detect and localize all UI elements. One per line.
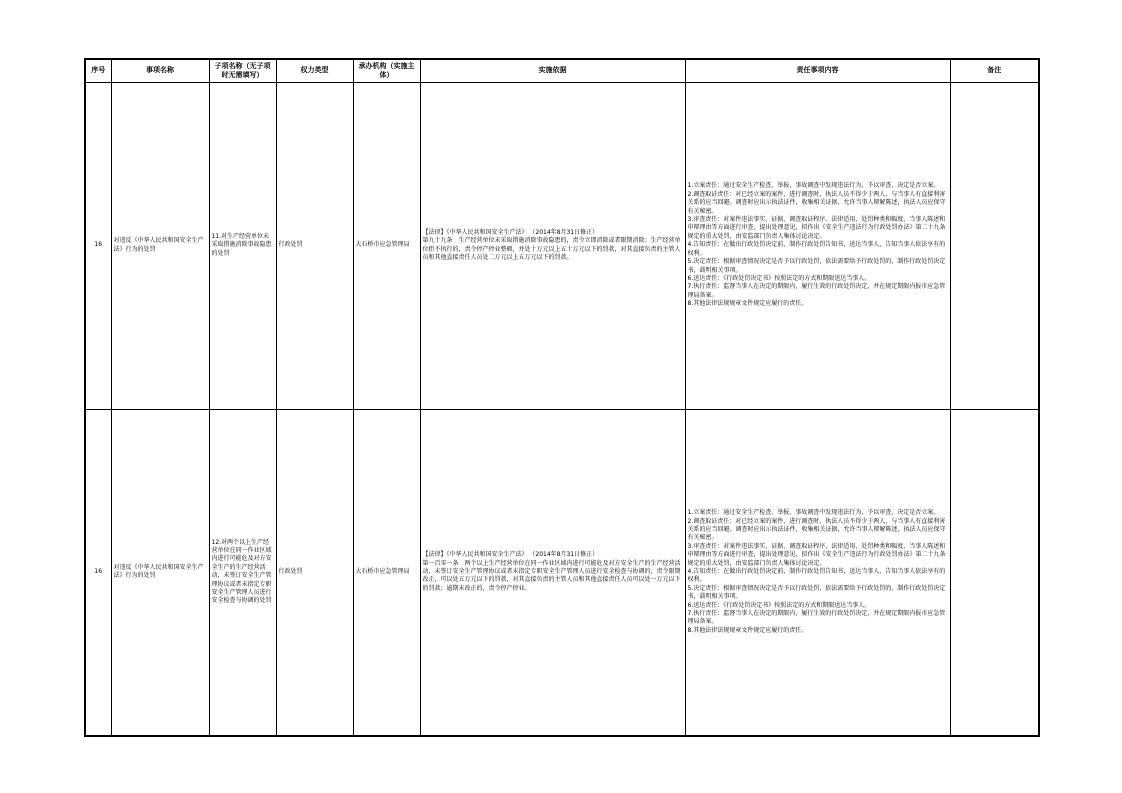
cell-agency: 大石桥市应急管理局 (353, 409, 420, 736)
cell-sub-item: 12.对两个以上生产经营单位在同一作业区域内进行可能危及对方安全生产的生产经营活动，未签订安全生产管理协议或者未指定专职安全生产管理人员进行安全检查与协调的处罚 (209, 409, 276, 736)
header-sub-item: 子项名称（无子项时无需填写） (209, 59, 276, 82)
header-basis: 实施依据 (420, 59, 685, 82)
cell-power-type: 行政处罚 (276, 409, 353, 736)
header-seq: 序号 (85, 59, 111, 82)
header-item-name: 事项名称 (111, 59, 209, 82)
cell-basis: 【法律】《中华人民共和国安全生产法》 （2014年8月31日修正） 第一百零一条 两个以上生产经营单位在同一作业区域内进行可能危及对方安全生产的生产经营活动，未签订安全生产管理协议或者未指定专职安全生产管理人员进行安全检查与协调的，责令限期改正，可以处五万元以下的罚款，对其直接负责的主管人员和其他直接责任人员可以处一万元以下的罚款；逾期未改正的，责令停产停业。 (420, 409, 685, 736)
cell-remark (950, 409, 1039, 736)
header-duty: 责任事项内容 (685, 59, 950, 82)
cell-agency: 大石桥市应急管理局 (353, 82, 420, 409)
cell-power-type: 行政处罚 (276, 82, 353, 409)
cell-seq: 16 (85, 409, 111, 736)
header-power-type: 权力类型 (276, 59, 353, 82)
power-list-table (84, 58, 1040, 737)
cell-remark (950, 82, 1039, 409)
cell-duty: 1.立案责任：通过安全生产检查、举报、事故调查中发现违法行为，予以审查，决定是否立案。 2.调查取证责任：对已经立案的案件，进行调查时，执法人员不得少于两人，与当事人有直接利害关系的应当回避。调查时应出示执法证件，收集相关证据，允许当事人辩解陈述，执法人员应保守有关秘密。 3.审查责任：对案件违法事实、证据、调查取证程序、法律适用、处罚种类和幅度、当事人陈述和申辩理由等方面进行审查，提出处理意见，拟作出《安全生产违法行为行政处罚办法》第二十九条规定的重大处罚，由安监部门负责人集体讨论决定。 4.告知责任：在做出行政处罚决定前，制作行政处罚告知书，送达当事人，告知当事人依法享有的权利。 5.决定责任：根据审查情况决定是否予以行政处罚，依法需要给予行政处罚的，制作行政处罚决定书，载明相关事项。 6.送达责任：《行政处罚决定书》按照法定的方式和期限送达当事人。 7.执行责任：监督当事人在决定的期限内，履行生效的行政处罚决定，并在规定期限内报市应急管理局备案。 8.其他法律法规规章文件规定应履行的责任。 (685, 409, 950, 736)
header-remark: 备注 (950, 59, 1039, 82)
table-row (85, 82, 1039, 409)
table-header-row (85, 59, 1039, 82)
cell-item-name: 对违反《中华人民共和国安全生产法》行为的处罚 (111, 409, 209, 736)
cell-sub-item: 11.对生产经营单位未采取措施消除事故隐患的处罚 (209, 82, 276, 409)
table-row (85, 409, 1039, 736)
cell-basis: 【法律】《中华人民共和国安全生产法》 （2014年8月31日修正） 第九十九条 生产经营单位未采取措施消除事故隐患的，责令立即消除或者限期消除；生产经营单位拒不执行的，责令停产停业整顿，并处十万元以上五十万元以下的罚款，对其直接负责的主管人员和其他直接责任人员处二万元以上五万元以下的罚款。 (420, 82, 685, 409)
cell-duty: 1.立案责任：通过安全生产检查、举报、事故调查中发现违法行为，予以审查，决定是否立案。 2.调查取证责任：对已经立案的案件，进行调查时，执法人员不得少于两人，与当事人有直接利害关系的应当回避。调查时应出示执法证件，收集相关证据，允许当事人辩解陈述，执法人员应保守有关秘密。 3.审查责任：对案件违法事实、证据、调查取证程序、法律适用、处罚种类和幅度、当事人陈述和申辩理由等方面进行审查，提出处理意见，拟作出《安全生产违法行为行政处罚办法》第二十九条规定的重大处罚，由安监部门负责人集体讨论决定。 4.告知责任：在做出行政处罚决定前，制作行政处罚告知书，送达当事人，告知当事人依法享有的权利。 5.决定责任：根据审查情况决定是否予以行政处罚，依法需要给予行政处罚的，制作行政处罚决定书，载明相关事项。 6.送达责任：《行政处罚决定书》按照法定的方式和期限送达当事人。 7.执行责任：监督当事人在决定的期限内，履行生效的行政处罚决定，并在规定期限内报市应急管理局备案。 8.其他法律法规规章文件规定应履行的责任。 (685, 82, 950, 409)
header-agency: 承办机构（实施主体） (353, 59, 420, 82)
cell-item-name: 对违反《中华人民共和国安全生产法》行为的处罚 (111, 82, 209, 409)
cell-seq: 16 (85, 82, 111, 409)
